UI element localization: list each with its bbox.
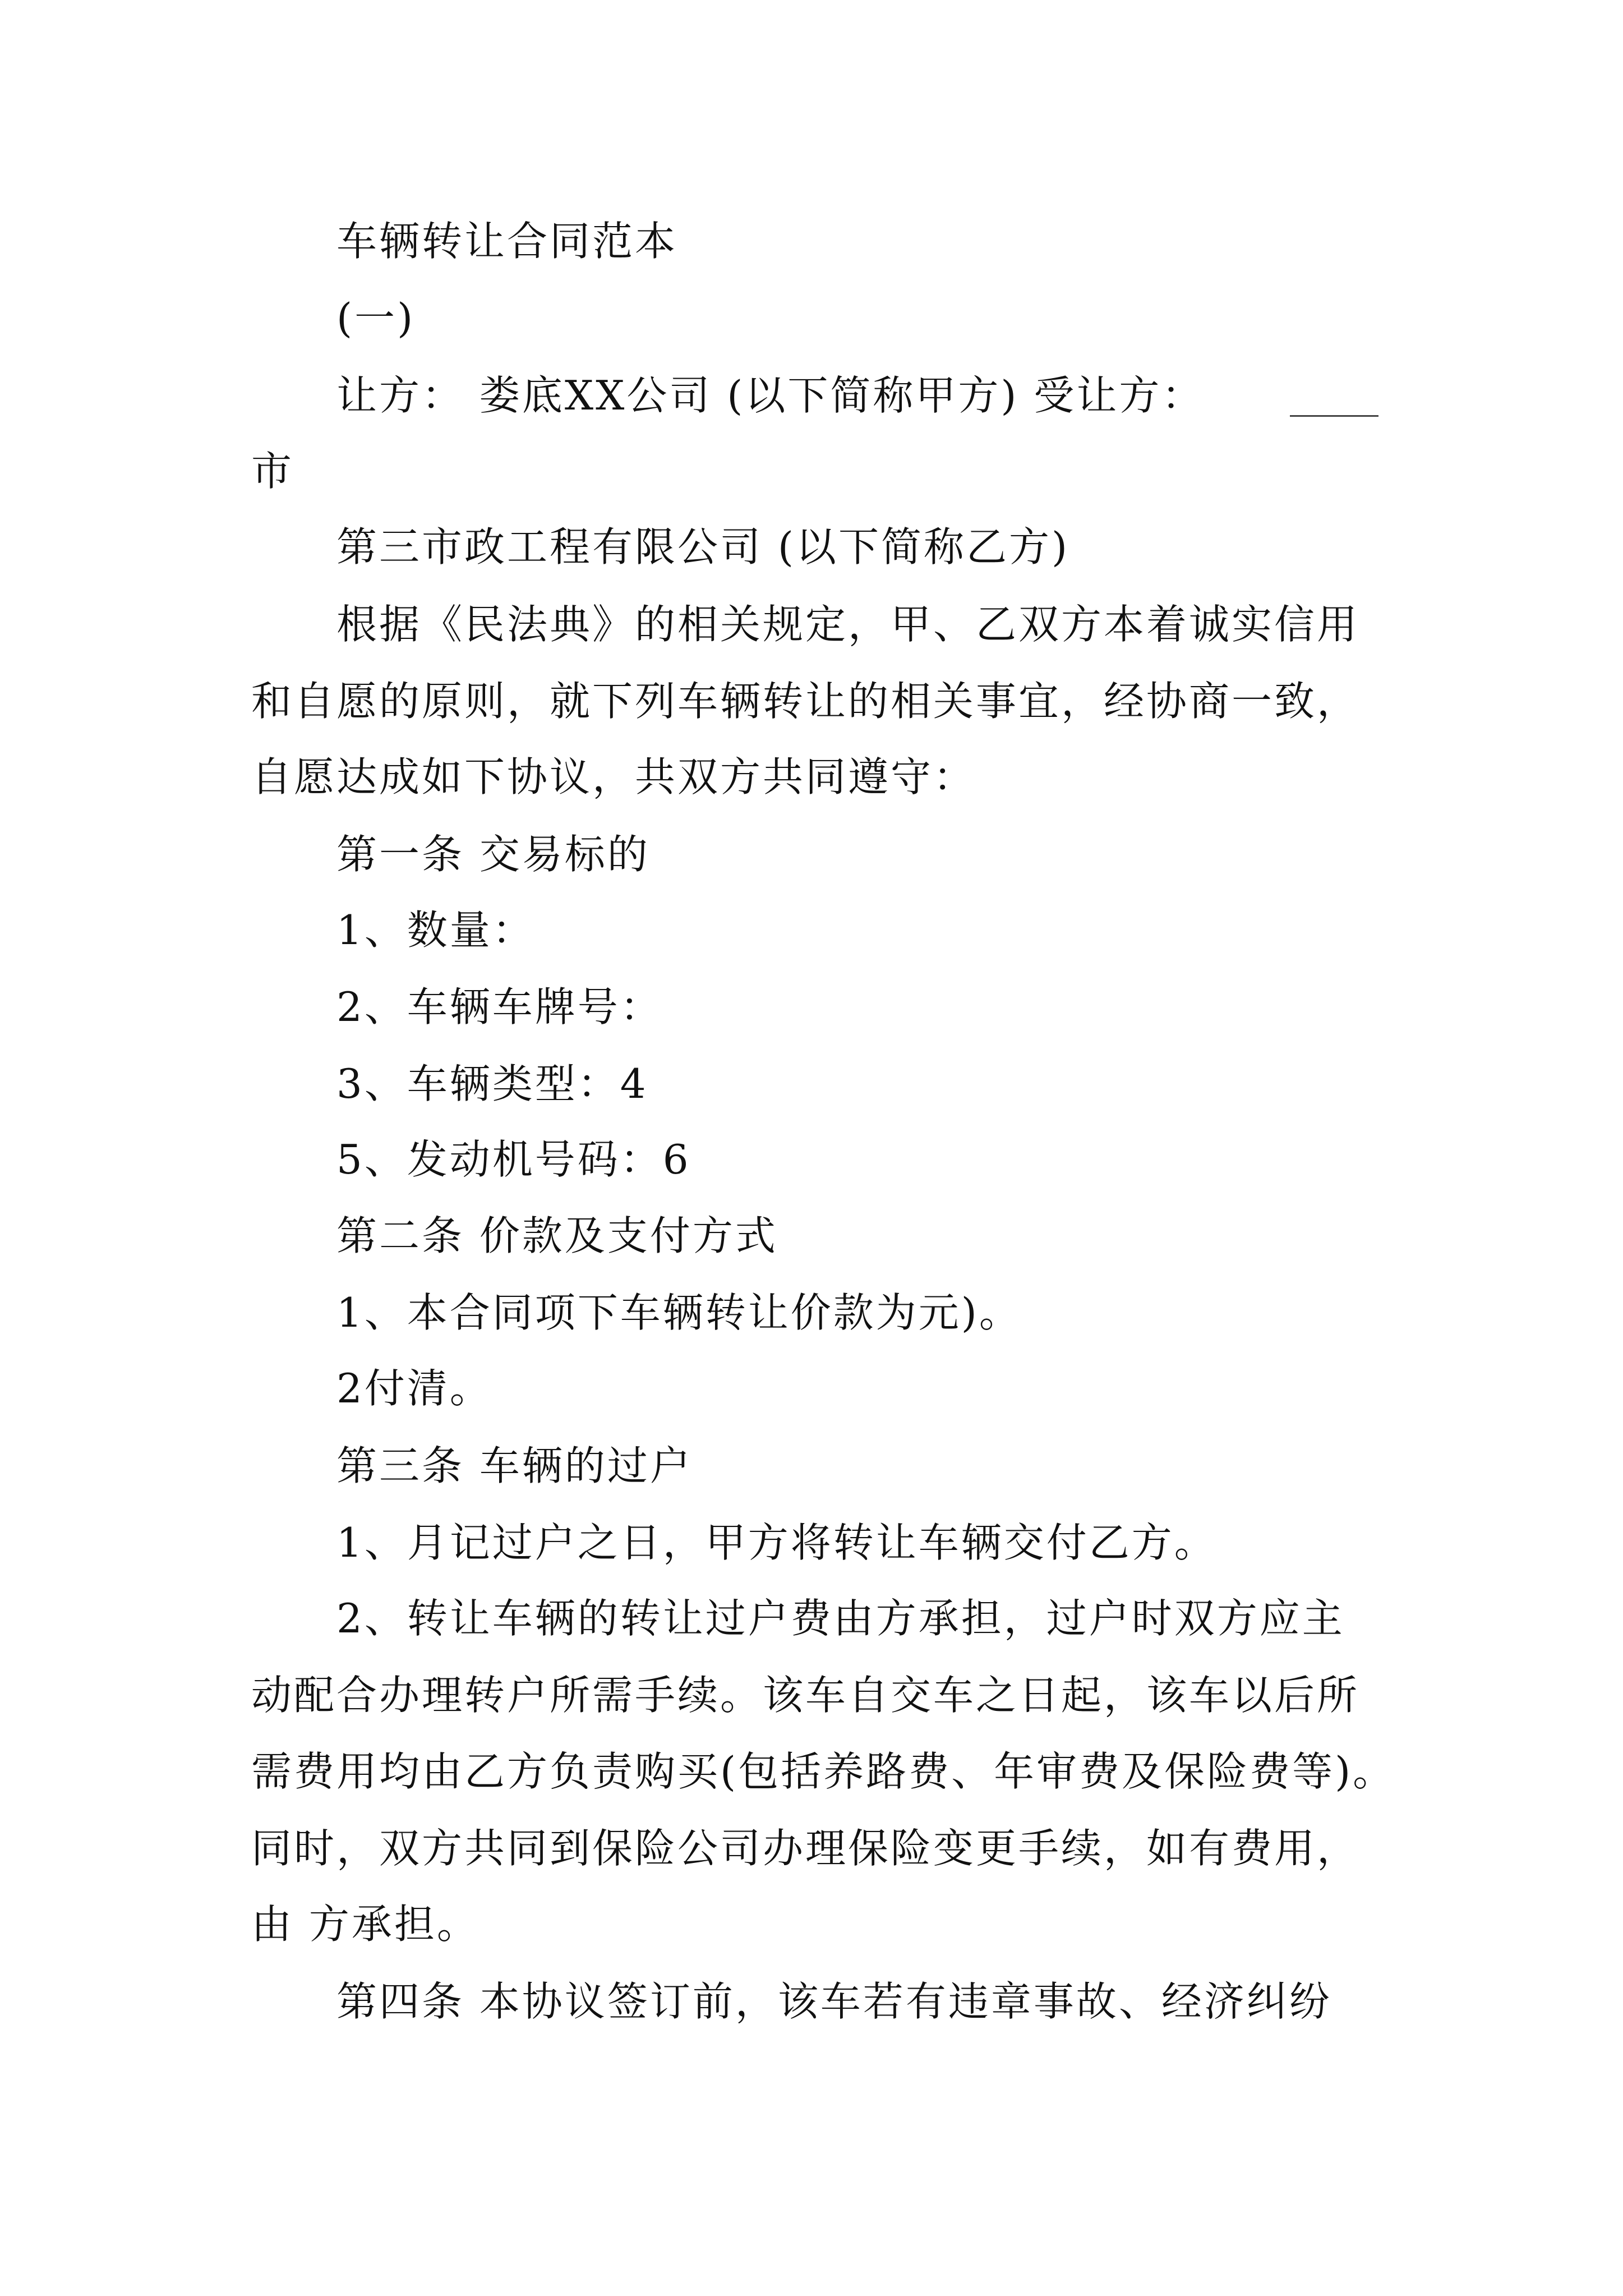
list-item: 1、数量： xyxy=(336,907,535,954)
text-line: 自愿达成如下协议，共双方共同遵守： xyxy=(251,753,976,800)
text-line: 动配合办理转户所需手续。该车自交车之日起，该车以后所 xyxy=(251,1672,1360,1719)
article-heading: 第一条 交易标的 xyxy=(336,831,650,878)
text-line: 和自愿的原则，就下列车辆转让的相关事宜，经协商一致， xyxy=(251,678,1360,725)
document-title: 车辆转让合同范本 xyxy=(336,218,678,265)
parties-line: 让方： 娄底XX公司 (以下简称甲方) 受让方： xyxy=(336,372,1205,419)
list-item: 2、车辆车牌号： xyxy=(336,983,663,1030)
article-heading: 第四条 本协议签订前，该车若有违章事故、经济纠纷 xyxy=(336,1978,1332,2025)
list-item: 2、转让车辆的转让过户费由方承担，过户时双方应主 xyxy=(336,1595,1345,1642)
list-item: 2付清。 xyxy=(336,1365,492,1412)
text-line: 同时，双方共同到保险公司办理保险变更手续，如有费用， xyxy=(251,1825,1360,1872)
fill-in-blank xyxy=(1290,415,1378,417)
list-item: 1、月记过户之日，甲方将转让车辆交付乙方。 xyxy=(336,1519,1217,1566)
text-line: 市 xyxy=(251,448,294,495)
list-item: 3、车辆类型：4 xyxy=(336,1060,648,1107)
article-heading: 第三条 车辆的过户 xyxy=(336,1442,693,1489)
document-subtitle: (一) xyxy=(336,295,416,342)
list-item: 1、本合同项下车辆转让价款为元)。 xyxy=(336,1289,1022,1336)
text-line: 需费用均由乙方负责购买(包括养路费、年审费及保险费等)。 xyxy=(251,1748,1396,1795)
text-line: 根据《民法典》的相关规定，甲、乙双方本着诚实信用 xyxy=(336,601,1360,648)
text-line: 由 方承担。 xyxy=(251,1901,479,1948)
text-line: 第三市政工程有限公司 (以下简称乙方) xyxy=(336,523,1070,570)
article-heading: 第二条 价款及支付方式 xyxy=(336,1212,778,1259)
list-item: 5、发动机号码：6 xyxy=(336,1136,691,1183)
